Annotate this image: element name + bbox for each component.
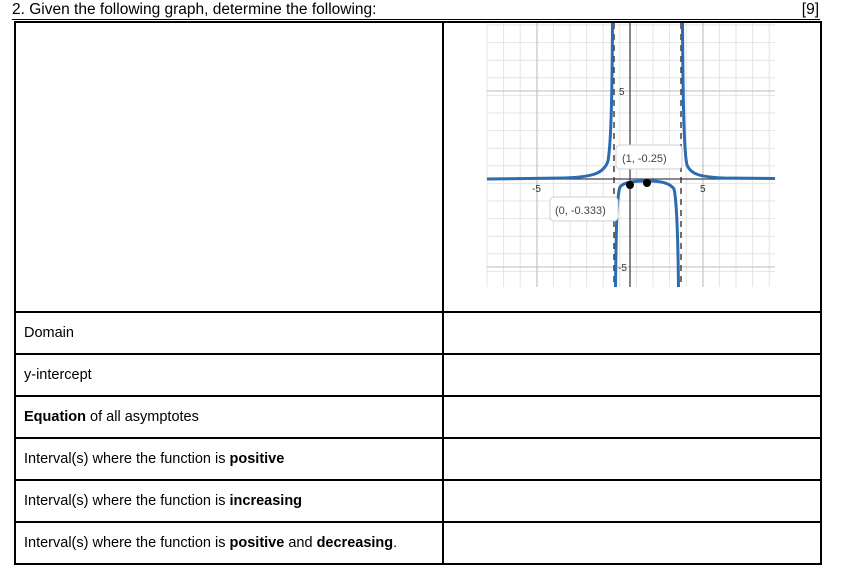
header-underline <box>12 19 820 20</box>
prompt-text: Interval(s) where the function is <box>24 493 230 509</box>
point-a-marker <box>643 179 651 187</box>
point-a-tooltip <box>616 145 682 169</box>
prompt-bold: increasing <box>229 493 303 509</box>
table-row <box>15 396 821 438</box>
prompt-cell <box>15 396 443 438</box>
prompt-text: Interval(s) where the function is <box>24 535 230 551</box>
answer-cell[interactable] <box>443 312 821 354</box>
tick-label-y-neg5: -5 <box>618 263 627 274</box>
tick-label-y-pos5: 5 <box>619 87 625 98</box>
point-b-tooltip <box>550 197 618 221</box>
answer-cell[interactable] <box>443 480 821 522</box>
prompt-domain: Domain <box>24 325 74 341</box>
table-row <box>15 480 821 522</box>
prompt-text: and <box>284 535 317 551</box>
prompt-bold: Equation <box>24 409 87 425</box>
point-b-label: (0, -0.333) <box>555 205 606 217</box>
prompt-y-intercept: y-intercept <box>24 367 92 383</box>
table-row <box>15 522 821 564</box>
graph-cell <box>443 22 821 312</box>
prompt-text: of all asymptotes <box>86 409 199 425</box>
answer-cell[interactable] <box>443 438 821 480</box>
prompt-cell <box>15 480 443 522</box>
table-row <box>15 354 821 396</box>
prompt-cell <box>15 438 443 480</box>
prompt-text: Interval(s) where the function is <box>24 451 230 467</box>
tick-label-x-pos5: 5 <box>700 184 706 195</box>
point-b-marker <box>626 181 634 189</box>
question-table <box>14 21 822 565</box>
question-title: 2. Given the following graph, determine the following: <box>12 1 377 18</box>
prompt-bold: positive <box>229 451 285 467</box>
table-row <box>15 438 821 480</box>
prompt-cell <box>15 522 443 564</box>
table-row <box>15 312 821 354</box>
point-a-label: (1, -0.25) <box>622 153 667 165</box>
answer-cell[interactable] <box>443 396 821 438</box>
prompt-bold: positive <box>229 535 285 551</box>
prompt-text: . <box>393 535 398 551</box>
marks-value: [9] <box>801 1 819 18</box>
function-graph <box>444 23 820 307</box>
prompt-cell <box>15 354 443 396</box>
prompt-cell <box>15 312 443 354</box>
prompt-bold: decreasing <box>316 535 394 551</box>
graph-row <box>15 22 821 312</box>
tick-label-x-neg5: -5 <box>532 184 541 195</box>
answer-cell[interactable] <box>443 354 821 396</box>
graph-left-cell <box>15 22 443 312</box>
answer-cell[interactable] <box>443 522 821 564</box>
